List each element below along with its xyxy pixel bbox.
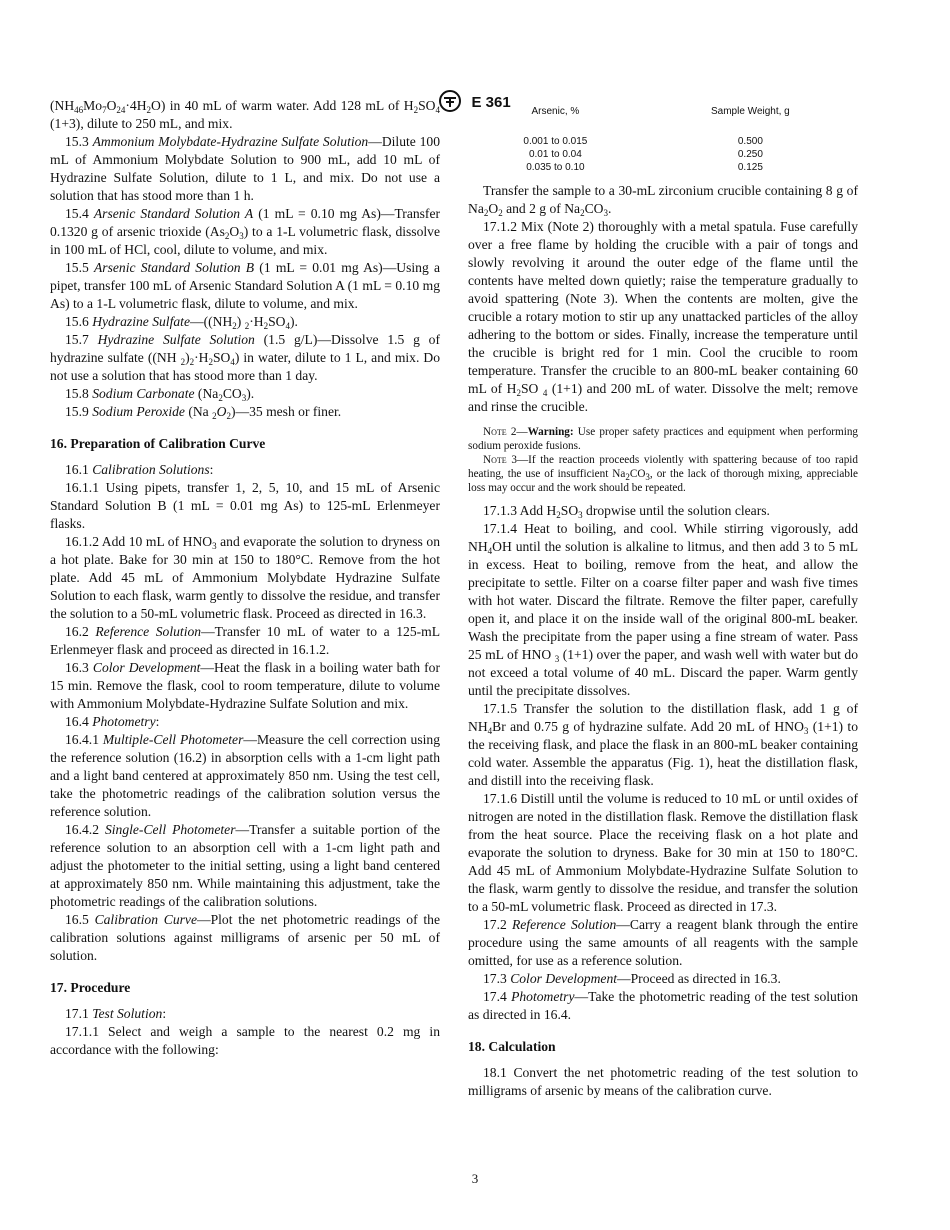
table-cell: 0.001 to 0.015 [523,136,588,147]
paragraph-continuation: $(NH_{46}Mo_7O_{24}\cdot 4H_2O)$ in 40 mL of warm water. Add 128 mL of $H_2SO_4$ (1+3), dilute to 250 mL, and mix. [50,98,440,131]
section-16-1-1: 16.1.1 Using pipets, transfer 1, 2, 5, 10, and 15 mL of Arsenic Standard Solution B (1 mL = 0.01 mg As) to 125-mL Erlenmeyer flasks. [50,480,440,531]
section-17-1: 17.1 Test Solution: [65,1006,167,1021]
section-16-5: 16.5 Calibration Curve—Plot the net photometric readings of the calibration solutions against milligrams of arsenic per 50 mL of solution. [50,912,440,963]
section-16-3: 16.3 Color Development—Heat the flask in a boiling water bath for 15 min. Remove the flask, cool to room temperature, dilute to volume with Ammonium Molybdate-Hydrazine Sulfate Solution and mix. [50,660,441,711]
left-column [50,97,440,1059]
section-17-1-4: 17.1.4 Heat to boiling, and cool. While stirring vigorously, add $NH_4OH$ until the solution is alkaline to litmus, and then add 3 to 5 mL in excess. Heat to boiling, remove from the heat, and allow the precipitate to settle. Filter on a coarse filter paper and wash five times with hot water. Discard the filtrate. Remove the filter paper, carefully open it, and place it on the inside wall of the original 800-mL beaker. Wash the precipitate from the paper using a fine stream of water. Pass 25 mL of HNO $_3$ (1+1) over the paper, and wash well with water but do not exceed a total volume of 40 mL. Discard the paper. Warm gently until the precipitate dissolves. [468,521,858,698]
section-18-1: 18.1 Convert the net photometric reading of the test solution to milligrams of arsenic by means of the calibration curve. [468,1065,858,1098]
section-15-9: 15.9 Sodium Peroxide (Na $_2O_2)—35$ mesh or finer. [65,404,342,421]
section-17-2: 17.2 Reference Solution—Carry a reagent blank through the entire procedure using the same amounts of all reagents with the sample omitted, for use as a reference solution. [468,917,858,968]
section-17-1-2: 17.1.2 Mix (Note 2) thoroughly with a metal spatula. Fuse carefully over a free flame by holding the crucible with a pair of tongs and slowly revolving it around the outer edge of the flame until the contents have melted down quietly; raise the temperature gradually to avoid spattering (Note 3). When the contents are molten, give the crucible a rotary motion to stir up any unattacked particles of the alloy adhering to the bottom or sides. Finally, increase the temperature until the crucible is bright red for 1 min. Cool the crucible to room temperature. Transfer the crucible to an 800-mL beaker containing 60 mL of $H_2SO$ $_4$ (1+1) and 200 mL of water. Dissolve the melt; remove and rinse the crucible. [468,219,859,414]
section-16-4-1: 16.4.1 Multiple-Cell Photometer—Measure the cell correction using the reference solution (16.2) in absorption cells with a 1-cm light path and a light band centered at approximately 850 nm. Using the test cell, take the photometric readings of the calibration solution versus the reference solution. [50,732,440,819]
designation: E 361 [471,93,511,111]
section-15-7: 15.7 Hydrazine Sulfate Solution (1.5 g/L)—Dissolve 1.5 g of hydrazine sulfate ((NH $_2)_2\cdot H_2SO_4$) in water, dilute to 1 L, and mix. Do not use a solution that has stood more than 1 day. [50,332,441,383]
table-cell: 0.250 [737,149,763,160]
section-17-3: 17.3 Color Development—Proceed as directed in 16.3. [483,971,781,986]
section-16-4-2: 16.4.2 Single-Cell Photometer—Transfer a suitable portion of the reference solution to an absorption cell with a 1-cm light path and adjust the photometer to the initial setting, using a light band centered at approximately 850 nm. While maintaining this adjustment, take the photometric readings of the calibration solutions. [50,822,440,909]
heading-17: 17. Procedure [50,980,131,995]
note-3: Note 3—If the reaction proceeds violently with spattering because of too rapid heating, the use of insufficient $Na_2CO_3$, or the lack of thorough mixing, appreciable loss may occur and the work should be repeated. [468,454,858,494]
heading-16: 16. Preparation of Calibration Curve [50,436,266,451]
section-17-1-6: 17.1.6 Distill until the volume is reduced to 10 mL or until oxides of nitrogen are noted in the distillation flask. Remove the distillation flask from the heat source. Place the receiving flask on a hot plate and evaporate the solution to dryness. Bake for 30 min at 150 to 180°C. Add 45 mL of Ammonium Molybdate-Hydrazine Sulfate Solution to the flask, warm gently to dissolve the residue, and transfer the solution to a 50-mL volumetric flask. Proceed as directed in 17.3. [468,791,858,914]
section-17-1-5: 17.1.5 Transfer the solution to the distillation flask, add 1 g of $NH_4Br$ and 0.75 g of hydrazine sulfate. Add 20 mL of $HNO_3$ (1+1) to the receiving flask, and place the flask in an 800-mL beaker containing cold water. Assemble the apparatus (Fig. 1), heat the distillation flask, and distill into the receiving flask. [468,701,859,788]
section-16-1-2: 16.1.2 Add 10 mL of $HNO_3$ and evaporate the solution to dryness on a hot plate. Bake for 30 min at 150 to 180°C. Remove from the hot plate. Add 45 mL of Ammonium Molybdate Hydrazine Sulfate Solution to each flask, warm gently to dissolve the residue, and transfer the solution to a 50-mL volumetric flask. Proceed as directed in 16.3. [50,534,440,621]
page-number: 3 [471,1171,479,1186]
table-row [468,161,858,174]
section-16-4: 16.4 Photometry: [65,714,160,729]
sample-weight-table [468,103,858,174]
right-column [468,97,858,1100]
section-17-1-3: 17.1.3 Add $H_2SO_3$ dropwise until the solution clears. [483,503,770,520]
section-15-4: 15.4 Arsenic Standard Solution A (1 mL = 0.10 mg As)—Transfer 0.1320 g of arsenic trioxide $(As_2O_3)$ to a 1-L volumetric flask, dissolve in 100 mL of HCl, cool, dilute to volume, and mix. [50,206,441,257]
section-15-8: 15.8 Sodium Carbonate $(Na_2CO_3)$. [65,386,255,403]
table-cell: 0.500 [737,136,763,147]
table-row [468,135,858,148]
table-cell: 0.125 [737,162,763,173]
section-16-1: 16.1 Calibration Solutions: [65,462,214,477]
section-16-2: 16.2 Reference Solution—Transfer 10 mL of water to a 125-mL Erlenmeyer flask and proceed as directed in 16.1.2. [50,624,441,657]
table-header: Arsenic, % [531,106,580,117]
note-2: Note 2—Warning: Use proper safety practices and equipment when performing sodium peroxide fusions. [468,426,859,452]
section-15-3: 15.3 Ammonium Molybdate-Hydrazine Sulfate Solution—Dilute 100 mL of Ammonium Molybdate Solution to 900 mL, add 10 mL of Hydrazine Sulfate Solution, dilute to 1 L, and mix. Do not use a solution that has stood more than 1 h. [50,134,440,203]
table-row [468,148,858,161]
transfer-paragraph: Transfer the sample to a 30-mL zirconium crucible containing 8 g of $Na_2O_2$ and 2 g of $Na_2CO_3$. [468,183,858,218]
section-17-4: 17.4 Photometry—Take the photometric reading of the test solution as directed in 16.4. [468,989,858,1022]
section-15-6: 15.6 Hydrazine $Sulfate—((NH_2)$ $_2\cdot H_2SO_4$). [65,314,298,331]
table-cell: 0.01 to 0.04 [528,149,582,160]
table-header: Sample Weight, g [711,106,790,117]
table-cell: 0.035 to 0.10 [526,162,585,173]
astm-logo-icon [439,90,461,116]
heading-18: 18. Calculation [468,1039,556,1054]
table-header-row [468,103,858,135]
section-15-5: 15.5 Arsenic Standard Solution B (1 mL = 0.01 mg As)—Using a pipet, transfer 100 mL of Arsenic Standard Solution A (1 mL = 0.10 mg As) to a 1-L volumetric flask, dilute to volume, and mix. [50,260,441,311]
section-17-1-1: 17.1.1 Select and weigh a sample to the nearest 0.2 mg in accordance with the following: [50,1024,440,1057]
